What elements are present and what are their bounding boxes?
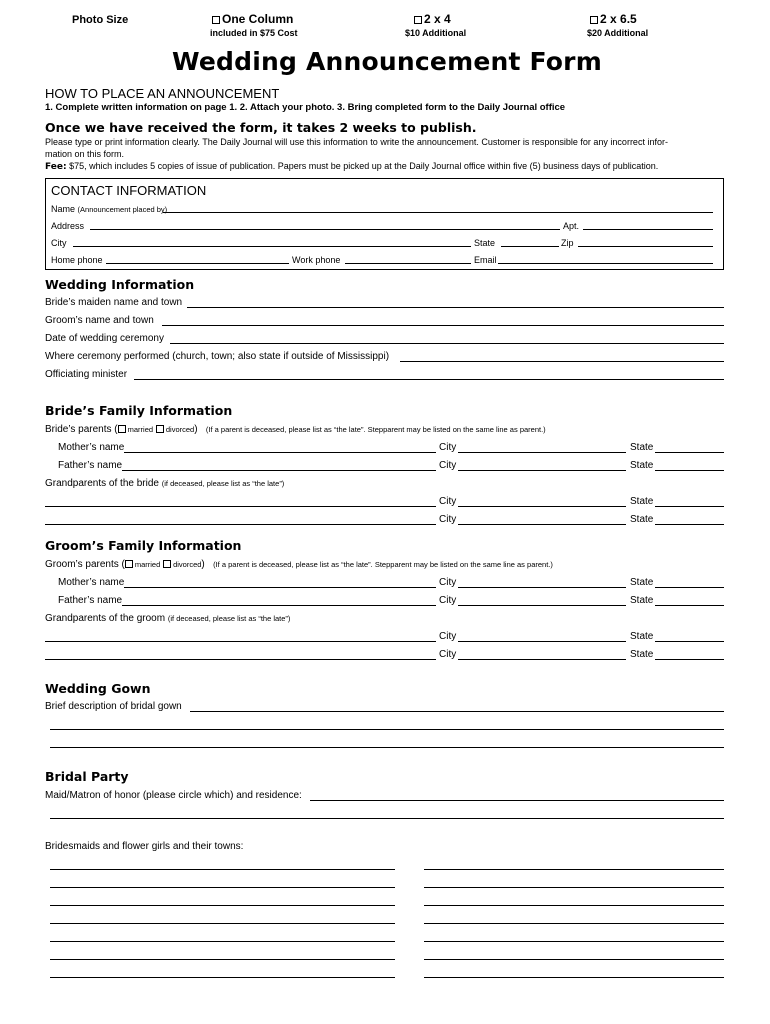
groom-mother-field[interactable]	[124, 587, 436, 588]
officiant-field[interactable]	[134, 379, 724, 380]
checkbox-icon[interactable]	[212, 16, 220, 24]
zip-label: Zip	[561, 238, 574, 248]
gown-desc-field-1[interactable]	[190, 711, 724, 712]
bridesmaid-left-3[interactable]	[50, 905, 395, 906]
option-2x65-sub: $20 Additional	[587, 28, 649, 38]
officiant-label: Officiating minister	[45, 369, 128, 380]
how-to-heading: HOW TO PLACE AN ANNOUNCEMENT	[45, 86, 280, 101]
name-field[interactable]	[163, 212, 713, 213]
fee-line	[45, 160, 658, 173]
apt-field[interactable]	[583, 229, 713, 230]
bride-mother-label: Mother’s name	[58, 442, 125, 453]
bridesmaids-label: Bridesmaids and flower girls and their towns:	[45, 841, 244, 852]
photo-size-label: Photo Size	[72, 14, 129, 26]
bridesmaid-left-1[interactable]	[50, 869, 395, 870]
groom-grandparents-field-2[interactable]	[45, 659, 436, 660]
state-label: State	[474, 238, 496, 248]
page-title: Wedding Announcement Form	[172, 47, 602, 76]
bride-grandparents-city-2[interactable]	[458, 524, 626, 525]
state-label: State	[630, 514, 654, 525]
checkbox-icon[interactable]	[163, 560, 171, 568]
bride-grandparents-field-2[interactable]	[45, 524, 436, 525]
bride-father-state-field[interactable]	[655, 470, 724, 471]
groom-name-field[interactable]	[162, 325, 724, 326]
option-one-column-sub: included in $75 Cost	[210, 28, 298, 38]
bridesmaid-left-5[interactable]	[50, 941, 395, 942]
city-label: City	[51, 238, 67, 248]
city-label: City	[439, 649, 457, 660]
publish-heading: Once we have received the form, it takes 2 weeks to publish.	[45, 120, 477, 135]
contact-heading: CONTACT INFORMATION	[51, 183, 207, 198]
state-label: State	[630, 496, 654, 507]
date-field[interactable]	[170, 343, 724, 344]
groom-parents-line: Groom’s parents ( married divorced) (If a parent is deceased, please list as “the late”. Stepparent may be listed on the same line as parent.)	[45, 559, 553, 570]
bridesmaid-left-7[interactable]	[50, 977, 395, 978]
bride-father-label: Father’s name	[58, 460, 123, 471]
fee-text: $75, which includes 5 copies of issue of publication. Papers must be picked up at the Daily Journal office within five (5) business days of publication.	[66, 161, 659, 171]
bride-parents-line: Bride’s parents ( married divorced) (If a parent is deceased, please list as “the late”. Stepparent may be listed on the same line as parent.)	[45, 424, 546, 435]
bride-grandparents-state-2[interactable]	[655, 524, 724, 525]
option-2x4[interactable]: 2 x 4	[414, 13, 451, 25]
gown-heading: Wedding Gown	[45, 681, 151, 696]
city-label: City	[439, 514, 457, 525]
maid-field-1[interactable]	[310, 800, 724, 801]
bridesmaid-right-6[interactable]	[424, 959, 724, 960]
work-phone-field[interactable]	[345, 263, 471, 264]
city-label: City	[439, 595, 457, 606]
checkbox-icon[interactable]	[590, 16, 598, 24]
groom-grandparents-state-1[interactable]	[655, 641, 724, 642]
bridesmaid-right-3[interactable]	[424, 905, 724, 906]
where-field[interactable]	[400, 361, 724, 362]
email-field[interactable]	[498, 263, 713, 264]
checkbox-icon[interactable]	[125, 560, 133, 568]
groom-mother-label: Mother’s name	[58, 577, 125, 588]
bride-grandparents-city-1[interactable]	[458, 506, 626, 507]
bride-father-city-field[interactable]	[458, 470, 626, 471]
bridesmaid-right-7[interactable]	[424, 977, 724, 978]
bride-name-label: Bride’s maiden name and town	[45, 297, 183, 308]
option-one-column[interactable]: One Column	[212, 13, 293, 25]
work-phone-label: Work phone	[292, 255, 341, 265]
home-phone-field[interactable]	[106, 263, 289, 264]
fee-label: Fee:	[45, 162, 67, 172]
city-field[interactable]	[73, 246, 471, 247]
groom-mother-city-field[interactable]	[458, 587, 626, 588]
state-label: State	[630, 649, 654, 660]
city-label: City	[439, 460, 457, 471]
date-label: Date of wedding ceremony	[45, 333, 164, 344]
where-label: Where ceremony performed (church, town; also state if outside of Mississippi)	[45, 351, 390, 362]
bridesmaid-right-5[interactable]	[424, 941, 724, 942]
wedding-heading: Wedding Information	[45, 277, 195, 292]
bridesmaid-left-2[interactable]	[50, 887, 395, 888]
option-2x4-sub: $10 Additional	[405, 28, 467, 38]
bridesmaid-right-2[interactable]	[424, 887, 724, 888]
gown-desc-field-2[interactable]	[50, 729, 724, 730]
publish-para-1: Please type or print information clearly. The Daily Journal will use this information to write the announcement. Customer is responsible for any incorrect infor-	[45, 137, 668, 147]
bride-grandparents-state-1[interactable]	[655, 506, 724, 507]
how-to-steps: 1. Complete written information on page 1. 2. Attach your photo. 3. Bring completed form to the Daily Journal office	[45, 102, 566, 113]
state-field[interactable]	[501, 246, 559, 247]
groom-grandparents-field-1[interactable]	[45, 641, 436, 642]
grooms-family-heading: Groom’s Family Information	[45, 538, 242, 553]
address-label: Address	[51, 221, 85, 231]
email-label: Email	[474, 255, 497, 265]
checkbox-icon[interactable]	[414, 16, 422, 24]
groom-grandparents-city-1[interactable]	[458, 641, 626, 642]
groom-mother-state-field[interactable]	[655, 587, 724, 588]
bride-father-field[interactable]	[122, 470, 436, 471]
groom-grandparents-city-2[interactable]	[458, 659, 626, 660]
bridesmaid-right-4[interactable]	[424, 923, 724, 924]
groom-father-city-field[interactable]	[458, 605, 626, 606]
checkbox-icon[interactable]	[156, 425, 164, 433]
groom-name-label: Groom’s name and town	[45, 315, 154, 326]
party-heading: Bridal Party	[45, 769, 129, 784]
state-label: State	[630, 442, 654, 453]
home-phone-label: Home phone	[51, 255, 103, 265]
brides-family-heading: Bride’s Family Information	[45, 403, 233, 418]
gown-desc-label: Brief description of bridal gown	[45, 701, 182, 712]
groom-father-label: Father’s name	[58, 595, 123, 606]
state-label: State	[630, 631, 654, 642]
publish-para-2: mation on this form.	[45, 149, 125, 159]
bride-grandparents-field-1[interactable]	[45, 506, 436, 507]
maid-label: Maid/Matron of honor (please circle which) and residence:	[45, 790, 302, 801]
city-label: City	[439, 442, 457, 453]
name-label: Name (Announcement placed by)	[51, 204, 168, 214]
bridesmaid-right-1[interactable]	[424, 869, 724, 870]
bride-name-field[interactable]	[187, 307, 724, 308]
zip-field[interactable]	[578, 246, 713, 247]
option-2x65[interactable]: 2 x 6.5	[590, 13, 637, 25]
checkbox-icon[interactable]	[118, 425, 126, 433]
groom-grandparents-state-2[interactable]	[655, 659, 724, 660]
bride-grandparents-label: Grandparents of the bride (if deceased, please list as “the late”)	[45, 478, 285, 489]
city-label: City	[439, 631, 457, 642]
bride-mother-field[interactable]	[124, 452, 436, 453]
groom-father-field[interactable]	[122, 605, 436, 606]
bridesmaid-left-6[interactable]	[50, 959, 395, 960]
maid-field-2[interactable]	[50, 818, 724, 819]
state-label: State	[630, 577, 654, 588]
bride-mother-city-field[interactable]	[458, 452, 626, 453]
bridesmaid-left-4[interactable]	[50, 923, 395, 924]
state-label: State	[630, 460, 654, 471]
city-label: City	[439, 577, 457, 588]
bride-mother-state-field[interactable]	[655, 452, 724, 453]
address-field[interactable]	[90, 229, 560, 230]
groom-grandparents-label: Grandparents of the groom (if deceased, please list as “the late”)	[45, 613, 291, 624]
city-label: City	[439, 496, 457, 507]
apt-label: Apt.	[563, 221, 580, 231]
state-label: State	[630, 595, 654, 606]
groom-father-state-field[interactable]	[655, 605, 724, 606]
gown-desc-field-3[interactable]	[50, 747, 724, 748]
